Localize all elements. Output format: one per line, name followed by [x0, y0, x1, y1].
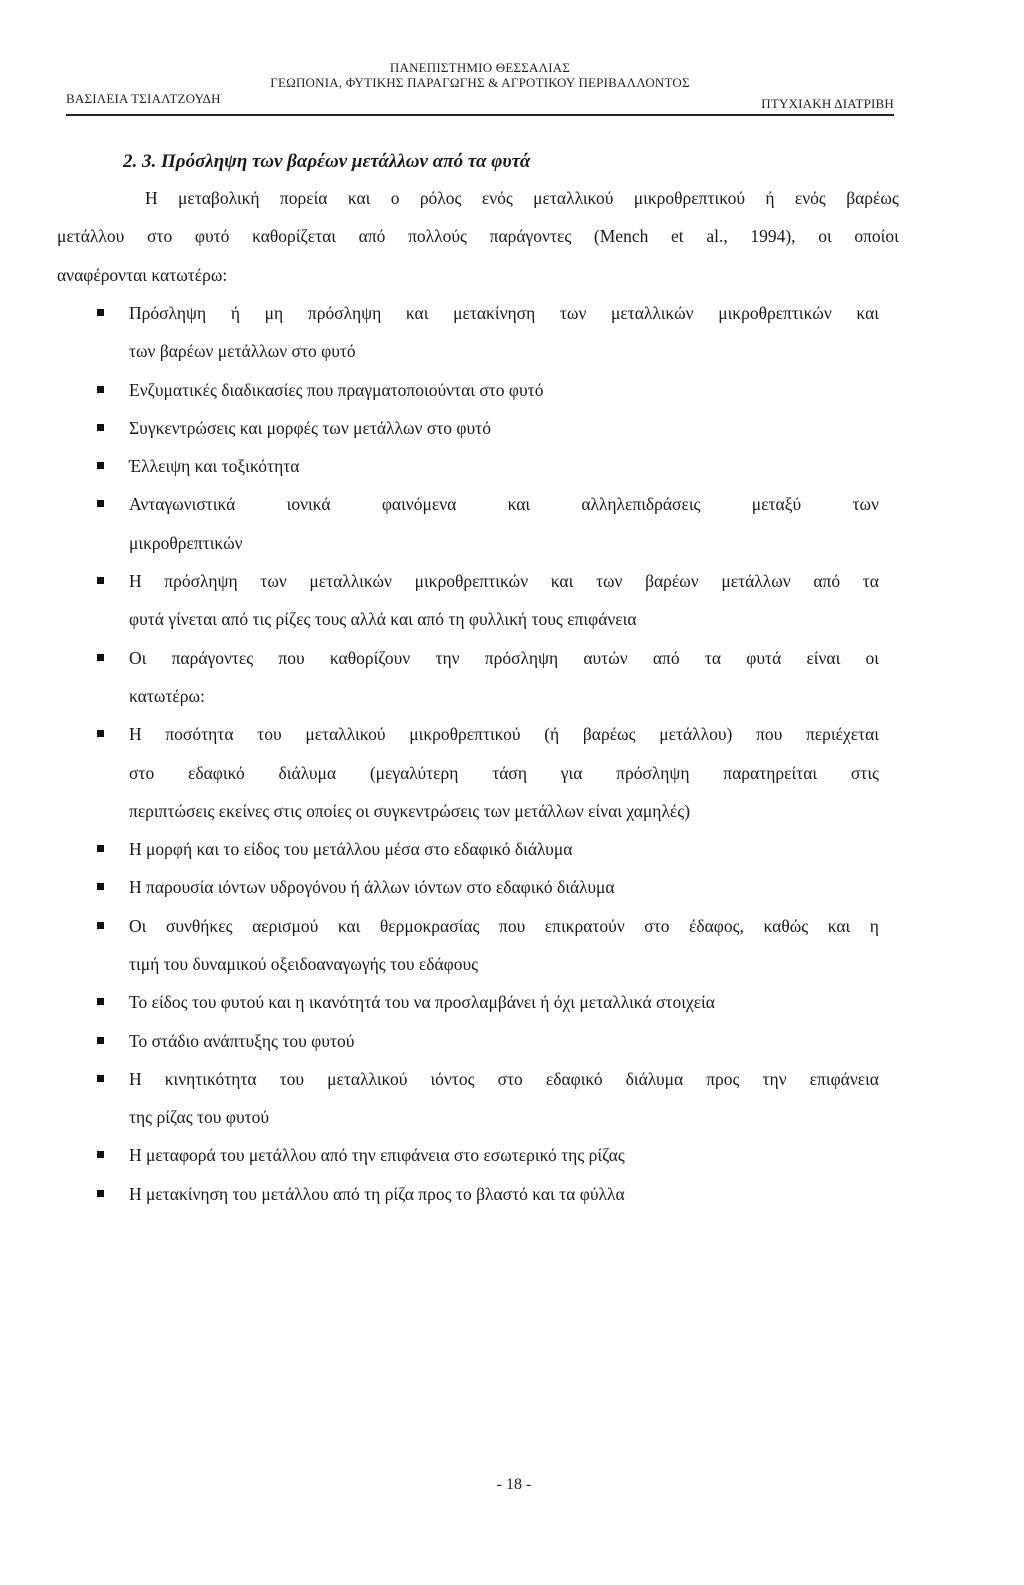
word: έδαφος, [689, 916, 744, 936]
word: διάλυμα [278, 763, 337, 783]
word: επιφάνεια [809, 1069, 879, 1089]
word: των [852, 494, 879, 514]
word: ρόλος [419, 188, 462, 208]
word: φαινόμενα [381, 494, 457, 514]
word: al., [706, 226, 728, 246]
bullet-item-text: Το είδος του φυτού και η ικανότητά του να προσλαμβάνει ή όχι μεταλλικά στοιχεία [129, 992, 715, 1012]
bullet-marker [97, 462, 104, 469]
word: από [358, 226, 386, 246]
bullet-item-text: Το στάδιο ανάπτυξης του φυτού [129, 1031, 355, 1051]
word: μεταξύ [751, 494, 802, 514]
bullet-item-text: Η παρουσία ιόντων υδρογόνου ή άλλων ιόντων στο εδαφικό διάλυμα [129, 877, 615, 897]
word: πρόσληψη [484, 648, 559, 668]
bullet-item-text: Η μεταφορά του μετάλλου από την επιφάνεια στο εσωτερικό της ρίζας [129, 1145, 625, 1165]
word: μη [264, 303, 284, 323]
word: καθορίζεται [252, 226, 336, 246]
intro-line: αναφέρονται κατωτέρω: [57, 265, 228, 285]
bullet-marker [97, 845, 104, 852]
header-department: ΓΕΩΠΟΝΙΑ, ΦΥΤΙΚΗΣ ΠΑΡΑΓΩΓΗΣ & ΑΓΡΟΤΙΚΟΥ ΠΕΡΙΒΑΛΛΟΝΤΟΣ [270, 75, 690, 90]
page-footer [0, 1476, 1024, 1494]
word: οποίοι [854, 226, 899, 246]
bullet-item-text: Έλλειψη και τοξικότητα [129, 456, 300, 476]
bullet-marker [97, 922, 104, 929]
word: από [652, 648, 680, 668]
word: περιέχεται [805, 724, 879, 744]
word: και [827, 916, 851, 936]
bullet-item-text [129, 1067, 879, 1091]
word: εδαφικό [188, 763, 245, 783]
word: βαρέων [645, 571, 699, 591]
word: είναι [806, 648, 841, 668]
section-title: Πρόσληψη των βαρέων μετάλλων από τα φυτά [161, 151, 531, 172]
word: Η [145, 188, 158, 208]
word: βαρέως [582, 724, 636, 744]
word: ιονικά [286, 494, 331, 514]
header-university: ΠΑΝΕΠΙΣΤΗΜΙΟ ΘΕΣΣΑΛΙΑΣ [389, 60, 571, 75]
word: παράγοντες [489, 226, 572, 246]
word: φυτά [746, 648, 782, 668]
header-document-type: ΠΤΥΧΙΑΚΗ ΔΙΑΤΡΙΒΗ [761, 96, 894, 111]
word: πορεία [279, 188, 328, 208]
word: επικρατούν [544, 916, 625, 936]
word: προς [706, 1069, 740, 1089]
word: πρόσληψη [616, 763, 690, 783]
bullet-item-text: Η μετακίνηση του μετάλλου από τη ρίζα προς το βλαστό και τα φύλλα [129, 1184, 625, 1204]
bullet-item-continuation: μικροθρεπτικών [129, 533, 243, 553]
word: ο [390, 188, 400, 208]
word: διάλυμα [625, 1069, 684, 1089]
word: αερισμού [252, 916, 319, 936]
bullet-marker [97, 654, 104, 661]
word: ποσότητα [165, 724, 234, 744]
word: 1994), [750, 226, 796, 246]
word: μεταλλικών [309, 571, 392, 591]
word: μικροθρεπτικών [414, 571, 529, 591]
word: μεταβολική [178, 188, 260, 208]
word: του [257, 724, 282, 744]
bullet-item-text [129, 722, 879, 746]
bullet-marker [97, 1151, 104, 1158]
section-number: 2. 3. [123, 151, 157, 172]
word: ενός [794, 188, 826, 208]
bullet-item-continuation: κατωτέρω: [129, 686, 205, 706]
word: παράγοντες [171, 648, 254, 668]
bullet-item-continuation: των βαρέων μετάλλων στο φυτό [129, 341, 356, 361]
bullet-item-continuation [129, 761, 879, 785]
word: (μεγαλύτερη [369, 763, 459, 783]
word: Πρόσληψη [129, 303, 207, 323]
word: και [405, 303, 429, 323]
word: et [671, 226, 684, 246]
word: αλληλεπιδράσεις [581, 494, 701, 514]
word: των [559, 303, 587, 323]
word: και [337, 916, 361, 936]
bullet-marker [97, 1075, 104, 1082]
word: μικροθρεπτικού [633, 188, 746, 208]
bullet-marker [97, 500, 104, 507]
word: ή [765, 188, 775, 208]
bullet-item-continuation: περιπτώσεις εκείνες στις οποίες οι συγκεντρώσεις των μετάλλων είναι χαμηλές) [129, 801, 691, 821]
bullet-marker [97, 998, 104, 1005]
word: των [595, 571, 623, 591]
bullet-item-text: Ενζυματικές διαδικασίες που πραγματοποιούνται στο φυτό [129, 380, 544, 400]
word: που [498, 916, 526, 936]
word: για [560, 763, 583, 783]
word: η [869, 916, 879, 936]
bullet-marker [97, 309, 104, 316]
word: μετάλλου) [659, 724, 733, 744]
word: πρόσληψη [164, 571, 238, 591]
word: θερμοκρασίας [379, 916, 480, 936]
word: οι [818, 226, 832, 246]
word: των [260, 571, 287, 591]
bullet-marker [97, 1037, 104, 1044]
section-heading [123, 150, 530, 174]
bullet-item-text [129, 301, 879, 325]
word: και [347, 188, 371, 208]
bullet-item-text [129, 492, 879, 516]
word: στο [644, 916, 670, 936]
word: ή [230, 303, 240, 323]
bullet-marker [97, 1190, 104, 1197]
word: Οι [129, 916, 147, 936]
bullet-item-text [129, 914, 879, 938]
word: συνθήκες [165, 916, 233, 936]
word: μεταλλικού [305, 724, 386, 744]
bullet-item-text: Συγκεντρώσεις και μορφές των μετάλλων στο φυτό [129, 418, 491, 438]
header-author: ΒΑΣΙΛΕΙΑ ΤΣΙΑΛΤΖΟΥΔΗ [66, 91, 221, 106]
word: κινητικότητα [164, 1069, 257, 1089]
page-number: - 18 - [496, 1476, 532, 1493]
word: που [756, 724, 783, 744]
word: (ή [544, 724, 560, 744]
bullet-marker [97, 577, 104, 584]
word: πρόσληψη [307, 303, 382, 323]
word: βαρέως [846, 188, 899, 208]
word: τα [704, 648, 722, 668]
word: τα [862, 571, 879, 591]
word: την [435, 648, 460, 668]
word: στο [146, 226, 173, 246]
bullet-marker [97, 883, 104, 890]
word: πολλούς [408, 226, 467, 246]
word: μεταλλικού [327, 1069, 408, 1089]
word: από [813, 571, 841, 591]
word: στο [497, 1069, 523, 1089]
word: στις [850, 763, 879, 783]
word: φυτό [194, 226, 230, 246]
word: τάση [492, 763, 527, 783]
word: μεταλλικών [611, 303, 694, 323]
word: και [550, 571, 574, 591]
intro-line [57, 224, 899, 248]
word: μικροθρεπτικών [718, 303, 832, 323]
word: μετάλλων [721, 571, 791, 591]
bullet-item-text [129, 646, 879, 670]
word: και [507, 494, 531, 514]
bullet-item-continuation: φυτά γίνεται από τις ρίζες τους αλλά και από τη φυλλική τους επιφάνεια [129, 609, 637, 629]
word: που [278, 648, 305, 668]
word: Η [129, 1069, 142, 1089]
intro-line [145, 186, 899, 210]
bullet-item-continuation: τιμή του δυναμικού οξειδοαναγωγής του εδάφους [129, 954, 479, 974]
word: καθορίζουν [329, 648, 411, 668]
word: στο [129, 763, 155, 783]
word: καθώς [763, 916, 809, 936]
bullet-item-continuation: της ρίζας του φυτού [129, 1107, 270, 1127]
word: Ανταγωνιστικά [129, 494, 236, 514]
word: Η [129, 571, 142, 591]
word: ιόντος [430, 1069, 475, 1089]
word: και [856, 303, 879, 323]
word: την [762, 1069, 787, 1089]
bullet-marker [97, 730, 104, 737]
word: μεταλλικού [533, 188, 614, 208]
bullet-item-text [129, 569, 879, 593]
page-header [66, 60, 894, 122]
word: οι [865, 648, 879, 668]
word: εδαφικό [545, 1069, 603, 1089]
bullet-marker [97, 386, 104, 393]
word: ενός [481, 188, 513, 208]
word: αυτών [583, 648, 628, 668]
word: Οι [129, 648, 147, 668]
word: μετακίνηση [453, 303, 536, 323]
word: (Mench [593, 226, 649, 246]
bullet-marker [97, 424, 104, 431]
word: παρατηρείται [723, 763, 818, 783]
word: του [279, 1069, 305, 1089]
header-rule [66, 114, 894, 116]
word: μικροθρεπτικού [409, 724, 521, 744]
word: μετάλλου [57, 226, 125, 246]
word: Η [129, 724, 142, 744]
bullet-item-text: Η μορφή και το είδος του μετάλλου μέσα στο εδαφικό διάλυμα [129, 839, 573, 859]
